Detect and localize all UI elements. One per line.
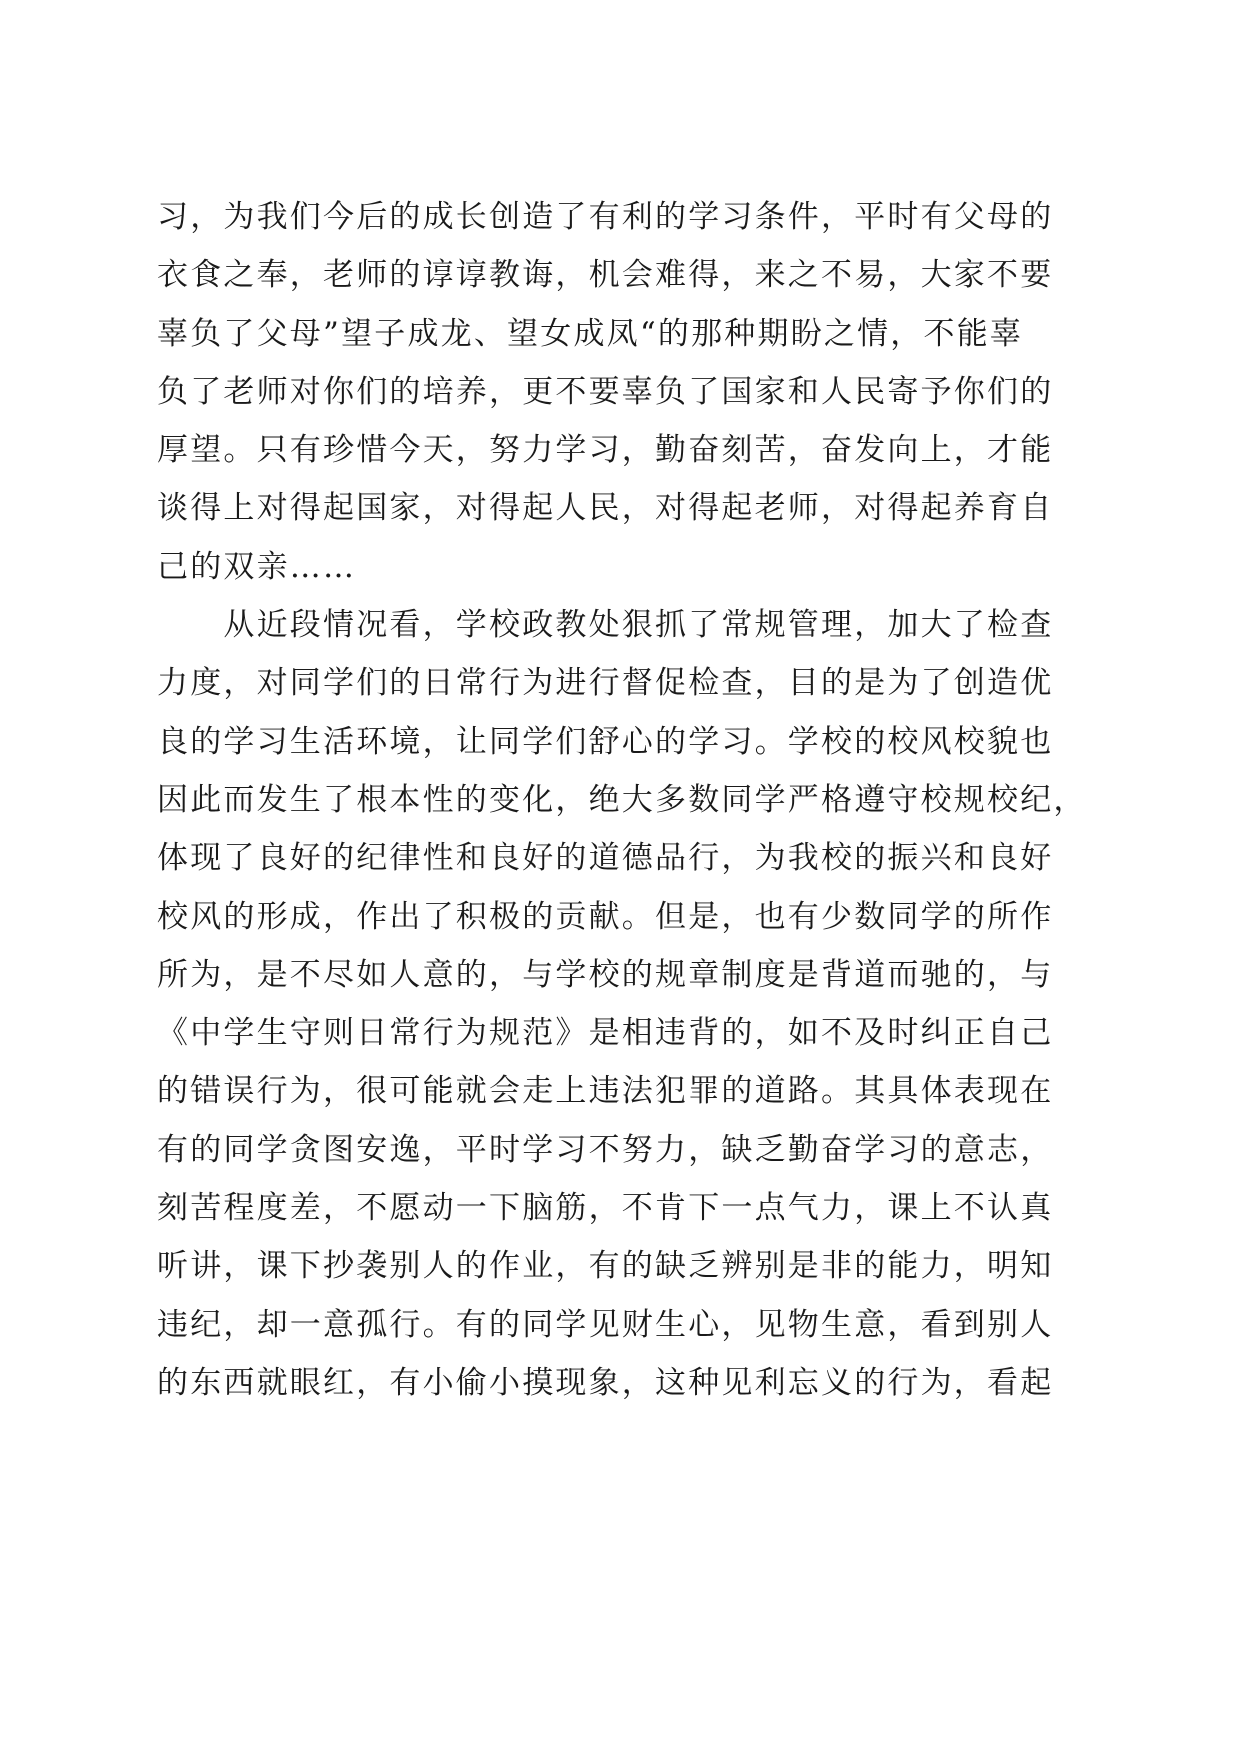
text-line: 有的同学贪图安逸，平时学习不努力，缺乏勤奋学习的意志， [157, 1131, 1054, 1168]
text-line: 力度，对同学们的日常行为进行督促检查，目的是为了创造优 [157, 665, 1054, 702]
text-line: 厚望。只有珍惜今天，努力学习，勤奋刻苦，奋发向上，才能 [157, 432, 1054, 469]
text-line: 谈得上对得起国家，对得起人民，对得起老师，对得起养育自 [157, 490, 1054, 527]
text-line: 良的学习生活环境，让同学们舒心的学习。学校的校风校貌也 [157, 723, 1054, 760]
text-line: 习，为我们今后的成长创造了有利的学习条件，平时有父母的 [157, 199, 1054, 235]
text-line: 违纪，却一意孤行。有的同学见财生心，见物生意，看到别人 [157, 1306, 1054, 1343]
text-line: 因此而发生了根本性的变化，绝大多数同学严格遵守校规校纪， [157, 781, 1087, 818]
text-line: 《中学生守则日常行为规范》是相违背的，如不及时纠正自己 [157, 1015, 1054, 1052]
text-line: 的错误行为，很可能就会走上违法犯罪的道路。其具体表现在 [157, 1073, 1054, 1110]
text-line: 负了老师对你们的培养，更不要辜负了国家和人民寄予你们的 [157, 373, 1054, 410]
text-line: 辜负了父母”望子成龙、望女成凤“的那种期盼之情，不能辜 [157, 315, 1024, 352]
text-line: 听讲，课下抄袭别人的作业，有的缺乏辨别是非的能力，明知 [157, 1248, 1054, 1285]
text-line: 的东西就眼红，有小偷小摸现象，这种见利忘义的行为，看起 [157, 1364, 1054, 1401]
paragraph-start-line: 从近段情况看，学校政教处狠抓了常规管理，加大了检查 [157, 607, 1054, 644]
text-line: 刻苦程度差，不愿动一下脑筋，不肯下一点气力，课上不认真 [157, 1190, 1054, 1227]
text-line: 所为，是不尽如人意的，与学校的规章制度是背道而驰的，与 [157, 956, 1054, 993]
text-line: 体现了良好的纪律性和良好的道德品行，为我校的振兴和良好 [157, 840, 1054, 877]
text-line: 己的双亲…… [157, 548, 357, 585]
body-text [157, 188, 1097, 1412]
text-line: 校风的形成，作出了积极的贡献。但是，也有少数同学的所作 [157, 898, 1054, 935]
text-line: 衣食之奉，老师的谆谆教诲，机会难得，来之不易，大家不要 [157, 257, 1054, 294]
